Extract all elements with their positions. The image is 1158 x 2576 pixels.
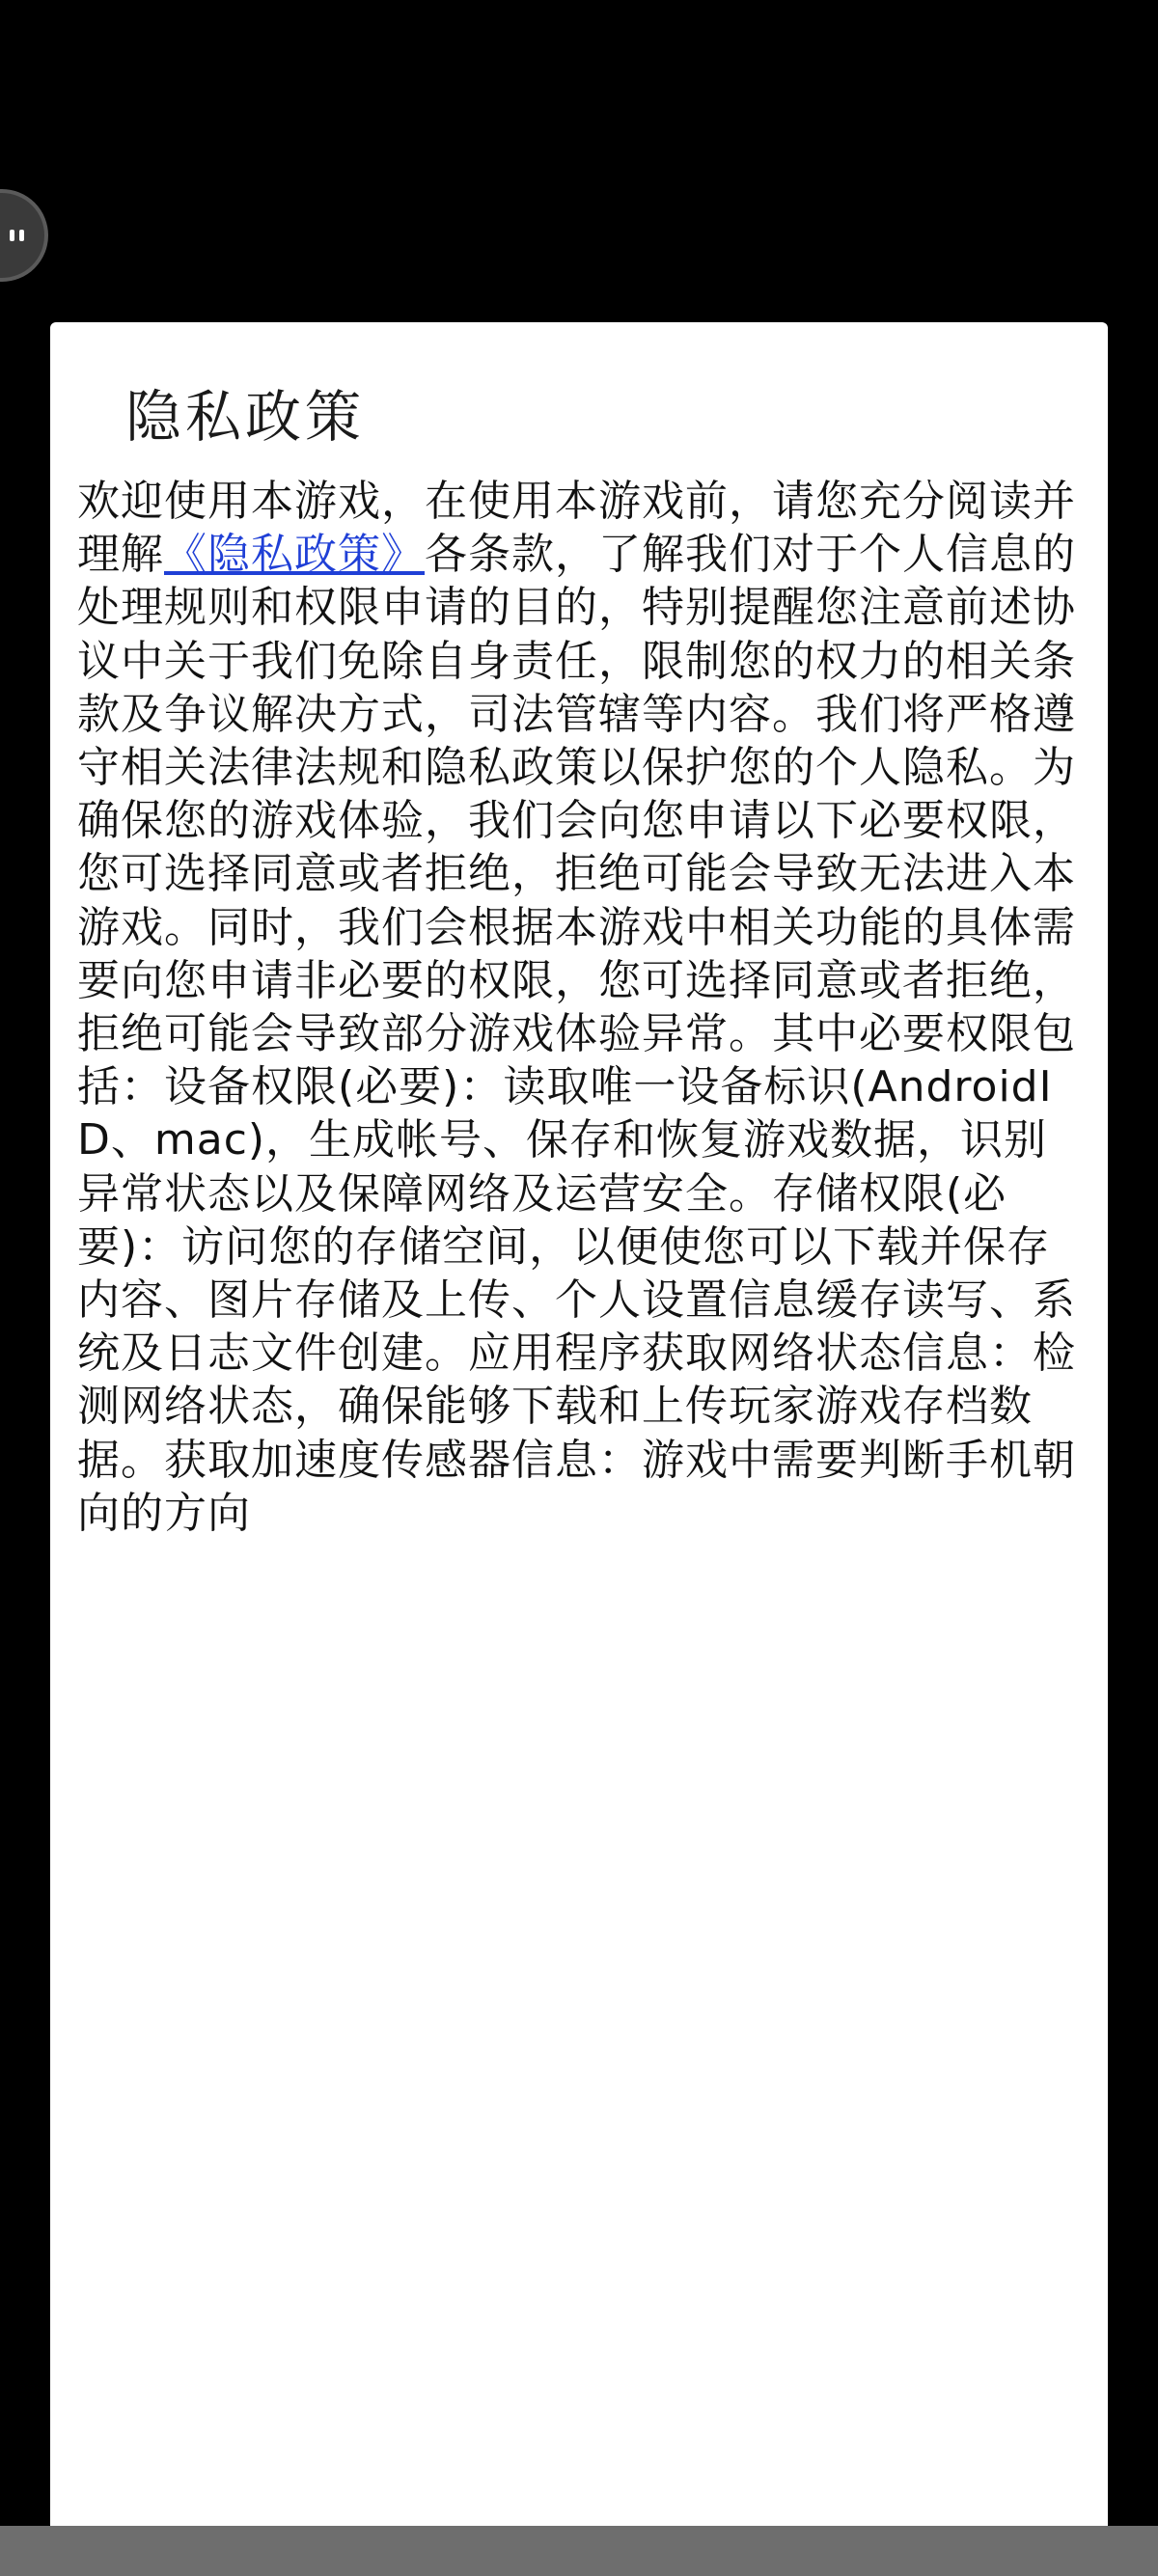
dialog-title: 隐私政策 — [125, 384, 366, 450]
policy-text — [77, 475, 1083, 1540]
bottom-bar — [0, 2526, 1158, 2576]
floating-assistant-icon[interactable] — [0, 189, 48, 282]
privacy-policy-link[interactable]: 《隐私政策》 — [164, 530, 425, 580]
privacy-policy-dialog — [50, 322, 1108, 2576]
policy-intro-text: 欢迎使用本游戏，在使用本游戏前，请您充分阅读并理解 — [77, 477, 1076, 580]
policy-body-text: 各条款，了解我们对于个人信息的处理规则和权限申请的目的，特别提醒您注意前述协议中关于我们免除自身责任，限制您的权力的相关条款及争议解决方式，司法管辖等内容。我们将严格遵守相关法律法规和隐私政策以保护您的个人隐私。为确保您的游戏体验，我们会向您申请以下必要权限，您可选择同意或者拒绝，拒绝可能会导致无法进入本游戏。同时，我们会根据本游戏中相关功能的具体需要向您申请非必要的权限，您可选择同意或者拒绝，拒绝可能会导致部分游戏体验异常。其中必要权限包括：设备权限(必要)：读取唯一设备标识(AndroidID、mac)，生成帐号、保存和恢复游戏数据，识别异常状态以及保障网络及运营安全。存储权限(必要)：访问您的存储空间，以便使您可以下载并保存内容、图片存储及上传、个人设置信息缓存读写、系统及日志文件创建。应用程序获取网络状态信息：检测网络状态，确保能够下载和上传玩家游戏存档数据。获取加速度传感器信息：游戏中需要判断手机朝向的方向 — [77, 530, 1076, 1538]
